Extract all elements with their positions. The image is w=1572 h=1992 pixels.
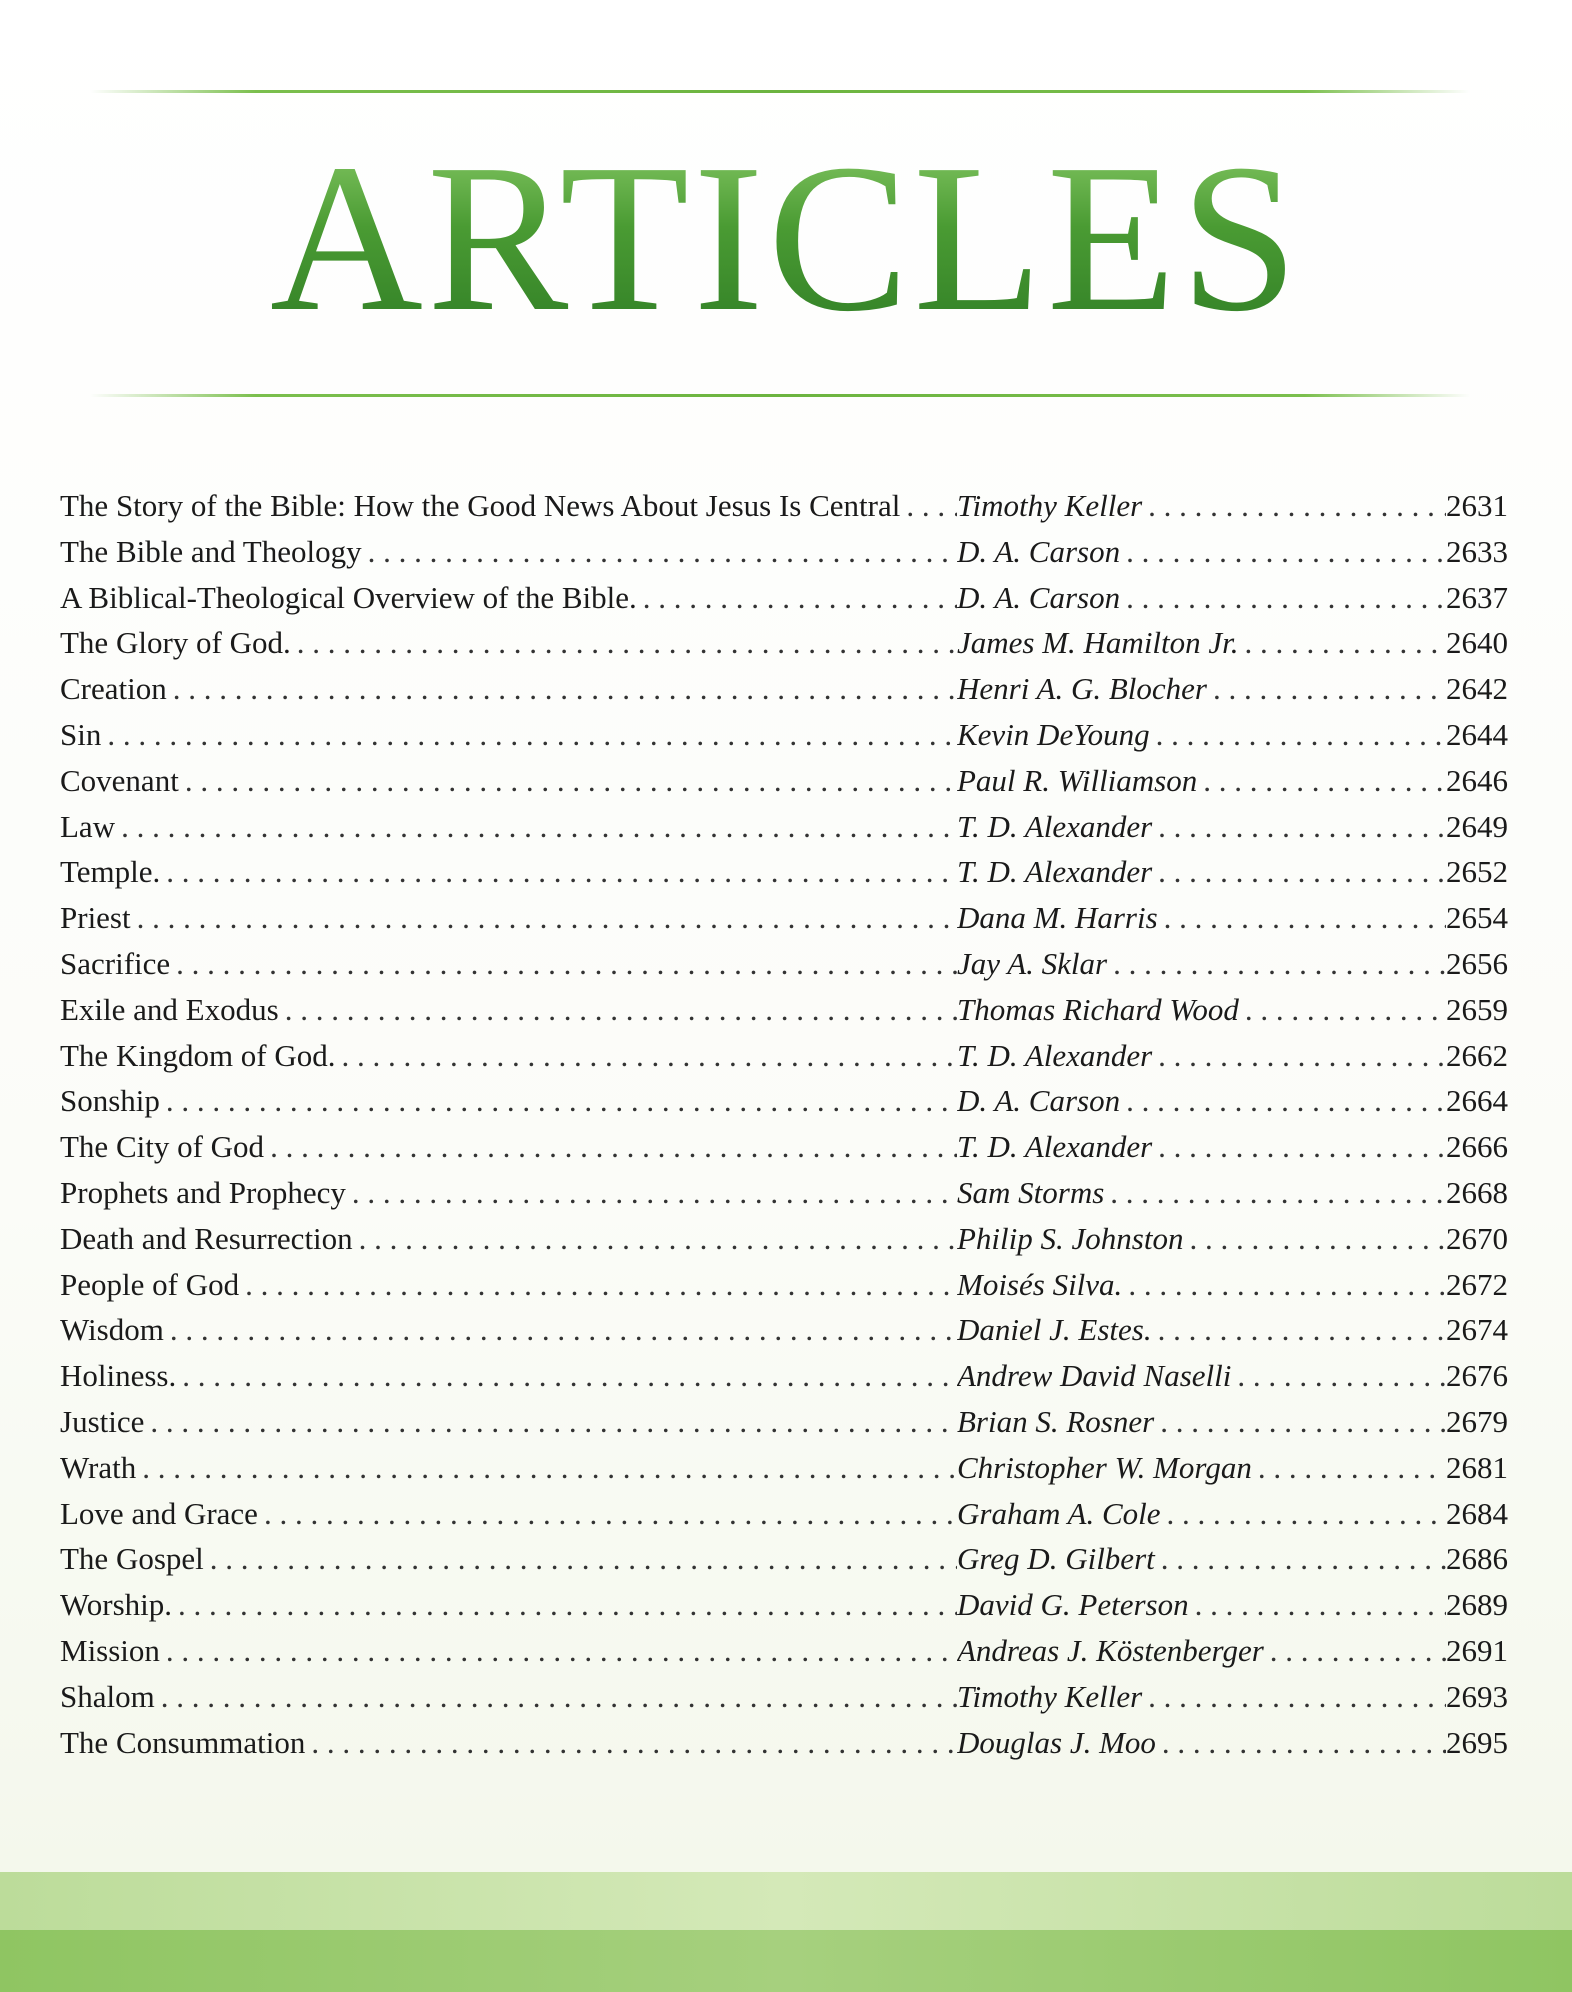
dot-leader <box>1155 1541 1446 1577</box>
page-number: 2668 <box>1446 1174 1508 1210</box>
dot-leader <box>1122 1267 1446 1303</box>
article-title: Mission <box>60 1632 160 1668</box>
article-title: The Consummation <box>60 1724 306 1760</box>
dot-leader <box>258 1496 957 1532</box>
page-number: 2646 <box>1446 762 1508 798</box>
table-row <box>60 1358 1508 1404</box>
page-number: 2695 <box>1446 1724 1508 1760</box>
table-row <box>60 1725 1508 1771</box>
article-title: Prophets and Prophecy <box>60 1174 346 1210</box>
article-author: Kevin DeYoung <box>957 716 1150 752</box>
dot-leader <box>1197 763 1446 799</box>
dot-leader <box>1189 1587 1446 1623</box>
page-number: 2693 <box>1446 1678 1508 1714</box>
page-number: 2686 <box>1446 1541 1508 1577</box>
dot-leader <box>1142 488 1446 524</box>
table-row <box>60 1038 1508 1084</box>
article-title: The City of God <box>60 1129 265 1165</box>
dot-leader <box>160 1083 957 1119</box>
article-author: Andrew David Naselli <box>957 1358 1232 1394</box>
page-number: 2644 <box>1446 716 1508 752</box>
table-row <box>60 534 1508 580</box>
article-title: Worship. <box>60 1587 173 1623</box>
dot-leader <box>204 1541 957 1577</box>
table-row <box>60 946 1508 992</box>
article-title: The Story of the Bible: How the Good News About Jesus Is Central <box>60 488 901 523</box>
dot-leader <box>170 946 957 982</box>
page-number: 2684 <box>1446 1495 1508 1531</box>
article-author: Jay A. Sklar <box>957 945 1108 981</box>
article-title: Death and Resurrection <box>60 1220 353 1256</box>
page-number: 2689 <box>1446 1587 1508 1623</box>
page-title: ARTICLES <box>0 128 1572 348</box>
table-row <box>60 1221 1508 1267</box>
bottom-divider <box>90 394 1470 397</box>
table-row <box>60 763 1508 809</box>
article-author: Moisés Silva. <box>957 1266 1123 1302</box>
table-row <box>60 1083 1508 1129</box>
dot-leader <box>136 1450 957 1486</box>
article-author: D. A. Carson <box>957 579 1121 615</box>
dot-leader <box>264 1129 957 1165</box>
table-row <box>60 1450 1508 1496</box>
table-row <box>60 1541 1508 1587</box>
dot-leader <box>155 1679 957 1715</box>
top-divider <box>90 90 1470 93</box>
page-number: 2654 <box>1446 900 1508 936</box>
article-author: Henri A. G. Blocher <box>957 671 1207 707</box>
dot-leader <box>144 1404 957 1440</box>
article-author: Daniel J. Estes. <box>957 1312 1152 1348</box>
table-row <box>60 488 1508 534</box>
page-number: 2656 <box>1446 945 1508 981</box>
page-number: 2642 <box>1446 671 1508 707</box>
article-title: The Gospel <box>60 1541 204 1577</box>
dot-leader <box>101 717 957 753</box>
page-number: 2679 <box>1446 1403 1508 1439</box>
page-number: 2631 <box>1446 488 1508 523</box>
table-row <box>60 854 1508 900</box>
page-number: 2633 <box>1446 533 1508 569</box>
article-author: Thomas Richard Wood <box>957 991 1239 1027</box>
article-title: Exile and Exodus <box>60 991 279 1027</box>
dot-leader <box>1207 671 1446 707</box>
dot-leader <box>115 809 957 845</box>
dot-leader <box>336 1038 957 1074</box>
page-number: 2652 <box>1446 854 1508 890</box>
page-number: 2674 <box>1446 1312 1508 1348</box>
article-title: Wisdom <box>60 1312 164 1348</box>
article-author: Brian S. Rosner <box>957 1403 1155 1439</box>
article-author: David G. Peterson <box>957 1587 1189 1623</box>
article-author: Andreas J. Köstenberger <box>957 1632 1264 1668</box>
article-author: Graham A. Cole <box>957 1495 1161 1531</box>
table-row <box>60 671 1508 717</box>
dot-leader <box>1239 992 1446 1028</box>
page-number: 2637 <box>1446 579 1508 615</box>
dot-leader <box>1120 1083 1446 1119</box>
dot-leader <box>1142 1679 1446 1715</box>
dot-leader <box>1152 809 1446 845</box>
dot-leader <box>1156 1725 1446 1761</box>
table-of-contents <box>60 488 1508 1770</box>
dot-leader <box>1152 1312 1446 1348</box>
dot-leader <box>167 671 957 707</box>
article-title: Sacrifice <box>60 945 171 981</box>
dot-leader <box>1183 1221 1446 1257</box>
article-author: Greg D. Gilbert <box>957 1541 1155 1577</box>
dot-leader <box>1104 1175 1446 1211</box>
dot-leader <box>160 854 957 890</box>
article-title: Sin <box>60 716 102 752</box>
dot-leader <box>1152 1038 1446 1074</box>
dot-leader <box>1152 854 1446 890</box>
dot-leader <box>1120 534 1446 570</box>
page-number: 2662 <box>1446 1037 1508 1073</box>
article-title: Justice <box>60 1403 145 1439</box>
dot-leader <box>1154 1404 1446 1440</box>
dot-leader <box>1239 625 1446 661</box>
dot-leader <box>637 580 957 616</box>
dot-leader <box>1107 946 1446 982</box>
table-row <box>60 1312 1508 1358</box>
article-author: Philip S. Johnston <box>957 1220 1184 1256</box>
dot-leader <box>172 1587 957 1623</box>
article-title: People of God <box>60 1266 240 1302</box>
article-title: Creation <box>60 671 167 707</box>
dot-leader <box>346 1175 957 1211</box>
dot-leader <box>1150 717 1446 753</box>
dot-leader <box>160 1633 957 1669</box>
table-row <box>60 1404 1508 1450</box>
dot-leader <box>279 992 957 1028</box>
article-author: Dana M. Harris <box>957 900 1158 936</box>
dot-leader <box>1158 900 1446 936</box>
dot-leader <box>353 1221 957 1257</box>
article-title: Love and Grace <box>60 1495 258 1531</box>
article-title: Priest <box>60 900 131 936</box>
dot-leader <box>362 534 957 570</box>
dot-leader <box>1252 1450 1446 1486</box>
table-row <box>60 900 1508 946</box>
article-title: Sonship <box>60 1083 160 1119</box>
page-number: 2666 <box>1446 1129 1508 1165</box>
article-title: The Bible and Theology <box>60 533 362 569</box>
page-number: 2681 <box>1446 1449 1508 1485</box>
table-row <box>60 809 1508 855</box>
dot-leader <box>900 488 957 524</box>
page-number: 2670 <box>1446 1220 1508 1256</box>
article-author: Paul R. Williamson <box>957 762 1198 798</box>
dot-leader <box>1231 1358 1446 1394</box>
article-author: Christopher W. Morgan <box>957 1449 1252 1485</box>
dot-leader <box>179 763 957 799</box>
article-author: T. D. Alexander <box>957 808 1153 844</box>
article-author: Timothy Keller <box>957 1678 1143 1714</box>
table-row <box>60 1175 1508 1221</box>
table-row <box>60 1496 1508 1542</box>
page-number: 2640 <box>1446 625 1508 661</box>
article-author: T. D. Alexander <box>957 1129 1153 1165</box>
article-title: Temple. <box>60 854 161 890</box>
dot-leader <box>291 625 957 661</box>
page-number: 2664 <box>1446 1083 1508 1119</box>
dot-leader <box>1152 1129 1446 1165</box>
page-number: 2659 <box>1446 991 1508 1027</box>
table-row <box>60 717 1508 763</box>
article-author: T. D. Alexander <box>957 854 1153 890</box>
article-author: T. D. Alexander <box>957 1037 1153 1073</box>
dot-leader <box>131 900 957 936</box>
article-title: Holiness. <box>60 1358 177 1394</box>
table-row <box>60 992 1508 1038</box>
footer-band-dark <box>0 1930 1572 1992</box>
page-number: 2691 <box>1446 1632 1508 1668</box>
dot-leader <box>305 1725 957 1761</box>
page-number: 2672 <box>1446 1266 1508 1302</box>
dot-leader <box>1161 1496 1446 1532</box>
dot-leader <box>239 1267 957 1303</box>
article-title: Covenant <box>60 762 179 798</box>
page-number: 2649 <box>1446 808 1508 844</box>
article-author: Sam Storms <box>957 1174 1105 1210</box>
table-row <box>60 1129 1508 1175</box>
footer-band-light <box>0 1872 1572 1930</box>
page-number: 2676 <box>1446 1358 1508 1394</box>
table-row <box>60 1267 1508 1313</box>
article-author: Douglas J. Moo <box>957 1724 1156 1760</box>
article-author: D. A. Carson <box>957 533 1121 569</box>
article-title: The Glory of God. <box>60 625 291 661</box>
table-row <box>60 1679 1508 1725</box>
dot-leader <box>1120 580 1446 616</box>
dot-leader <box>164 1312 957 1348</box>
article-title: A Biblical-Theological Overview of the Bible. <box>60 579 637 615</box>
table-row <box>60 1633 1508 1679</box>
article-title: The Kingdom of God. <box>60 1037 336 1073</box>
article-title: Law <box>60 808 116 844</box>
article-title: Shalom <box>60 1678 155 1714</box>
dot-leader <box>176 1358 957 1394</box>
article-author: Timothy Keller <box>957 488 1143 523</box>
article-title: Wrath <box>60 1449 137 1485</box>
dot-leader <box>1264 1633 1446 1669</box>
article-author: D. A. Carson <box>957 1083 1121 1119</box>
table-row <box>60 625 1508 671</box>
table-row <box>60 580 1508 626</box>
table-row <box>60 1587 1508 1633</box>
article-author: James M. Hamilton Jr. <box>957 625 1239 661</box>
